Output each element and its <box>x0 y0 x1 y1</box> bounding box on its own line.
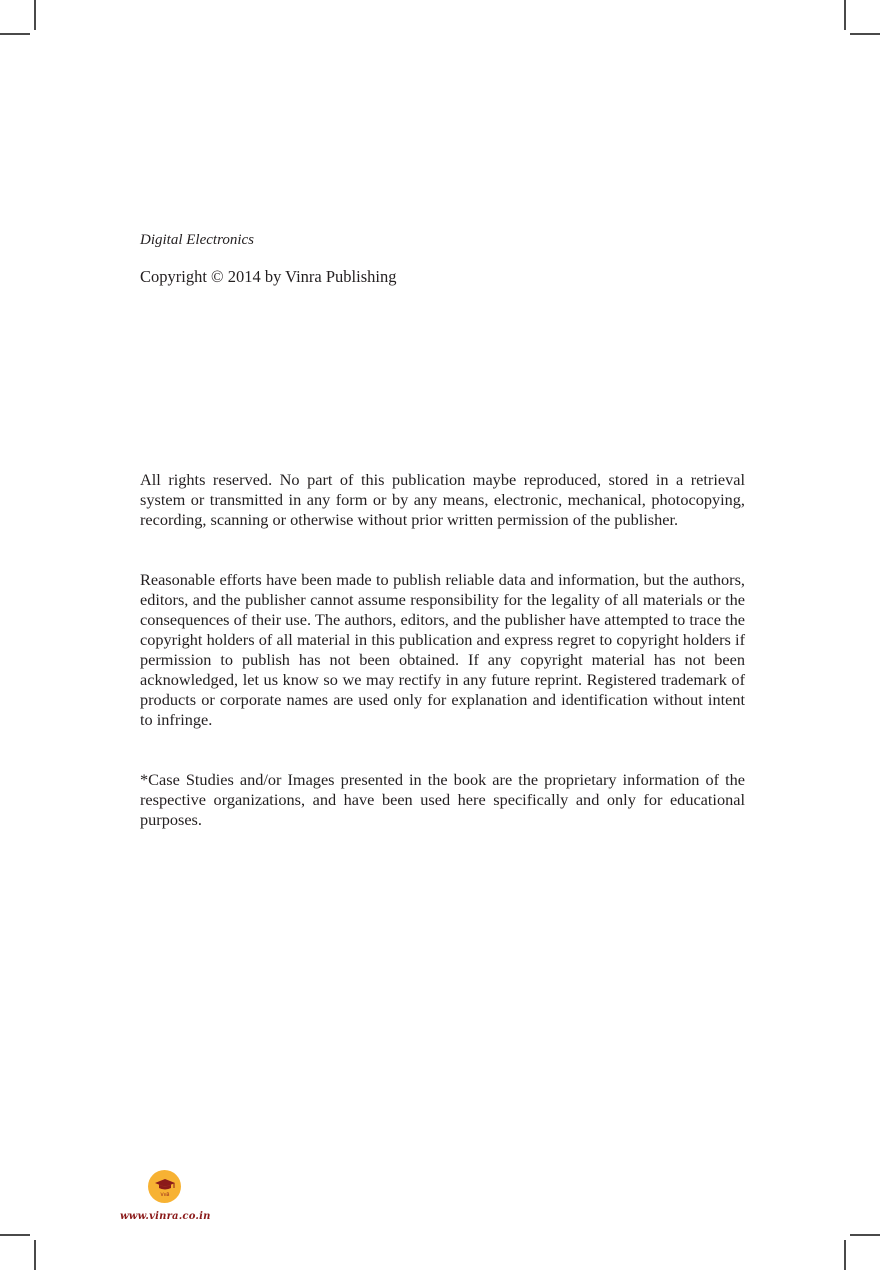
disclaimer-paragraph <box>140 570 745 730</box>
publisher-logo <box>148 1170 181 1203</box>
crop-mark-bottom-right-horizontal <box>850 1234 880 1236</box>
crop-mark-bottom-right-vertical <box>844 1240 846 1270</box>
paragraph-text: All rights reserved. No part of this publication maybe reproduced, stored in a retrieval system or transmitted in any form or by any means, electronic, mechanical, photocopying, recording, scanning or otherwise without prior written permission of the publisher. <box>140 470 745 529</box>
crop-mark-bottom-left-horizontal <box>0 1234 30 1236</box>
paragraph-text: Reasonable efforts have been made to publish reliable data and information, but the authors, editors, and the publisher cannot assume responsibility for the legality of all materials or the consequences of their use. The authors, editors, and the publisher have attempted to trace the copyright holders of all material in this publication and express regret to copyright holders if permission to publish has not been obtained. If any copyright material has not been acknowledged, let us know so we may rectify in any future reprint. Registered trademark of products or corporate names are used only for explanation and identification without intent to infringe. <box>140 570 745 729</box>
copyright-line: Copyright © 2014 by Vinra Publishing <box>140 267 397 286</box>
case-studies-paragraph <box>140 770 745 830</box>
crop-mark-top-right-vertical <box>844 0 846 30</box>
publisher-url[interactable]: www.vinra.co.in <box>120 1211 211 1222</box>
crop-mark-top-left-horizontal <box>0 33 30 35</box>
paragraph-text: *Case Studies and/or Images presented in the book are the proprietary information of the respective organizations, and have been used here specifically and only for educational purposes. <box>140 770 745 829</box>
crop-mark-top-left-vertical <box>34 0 36 30</box>
crop-mark-top-right-horizontal <box>850 33 880 35</box>
graduation-cap-icon <box>154 1176 176 1198</box>
book-title: Digital Electronics <box>140 232 255 248</box>
rights-paragraph <box>140 470 745 530</box>
logo-text: VnB <box>159 1192 170 1198</box>
crop-mark-bottom-left-vertical <box>34 1240 36 1270</box>
